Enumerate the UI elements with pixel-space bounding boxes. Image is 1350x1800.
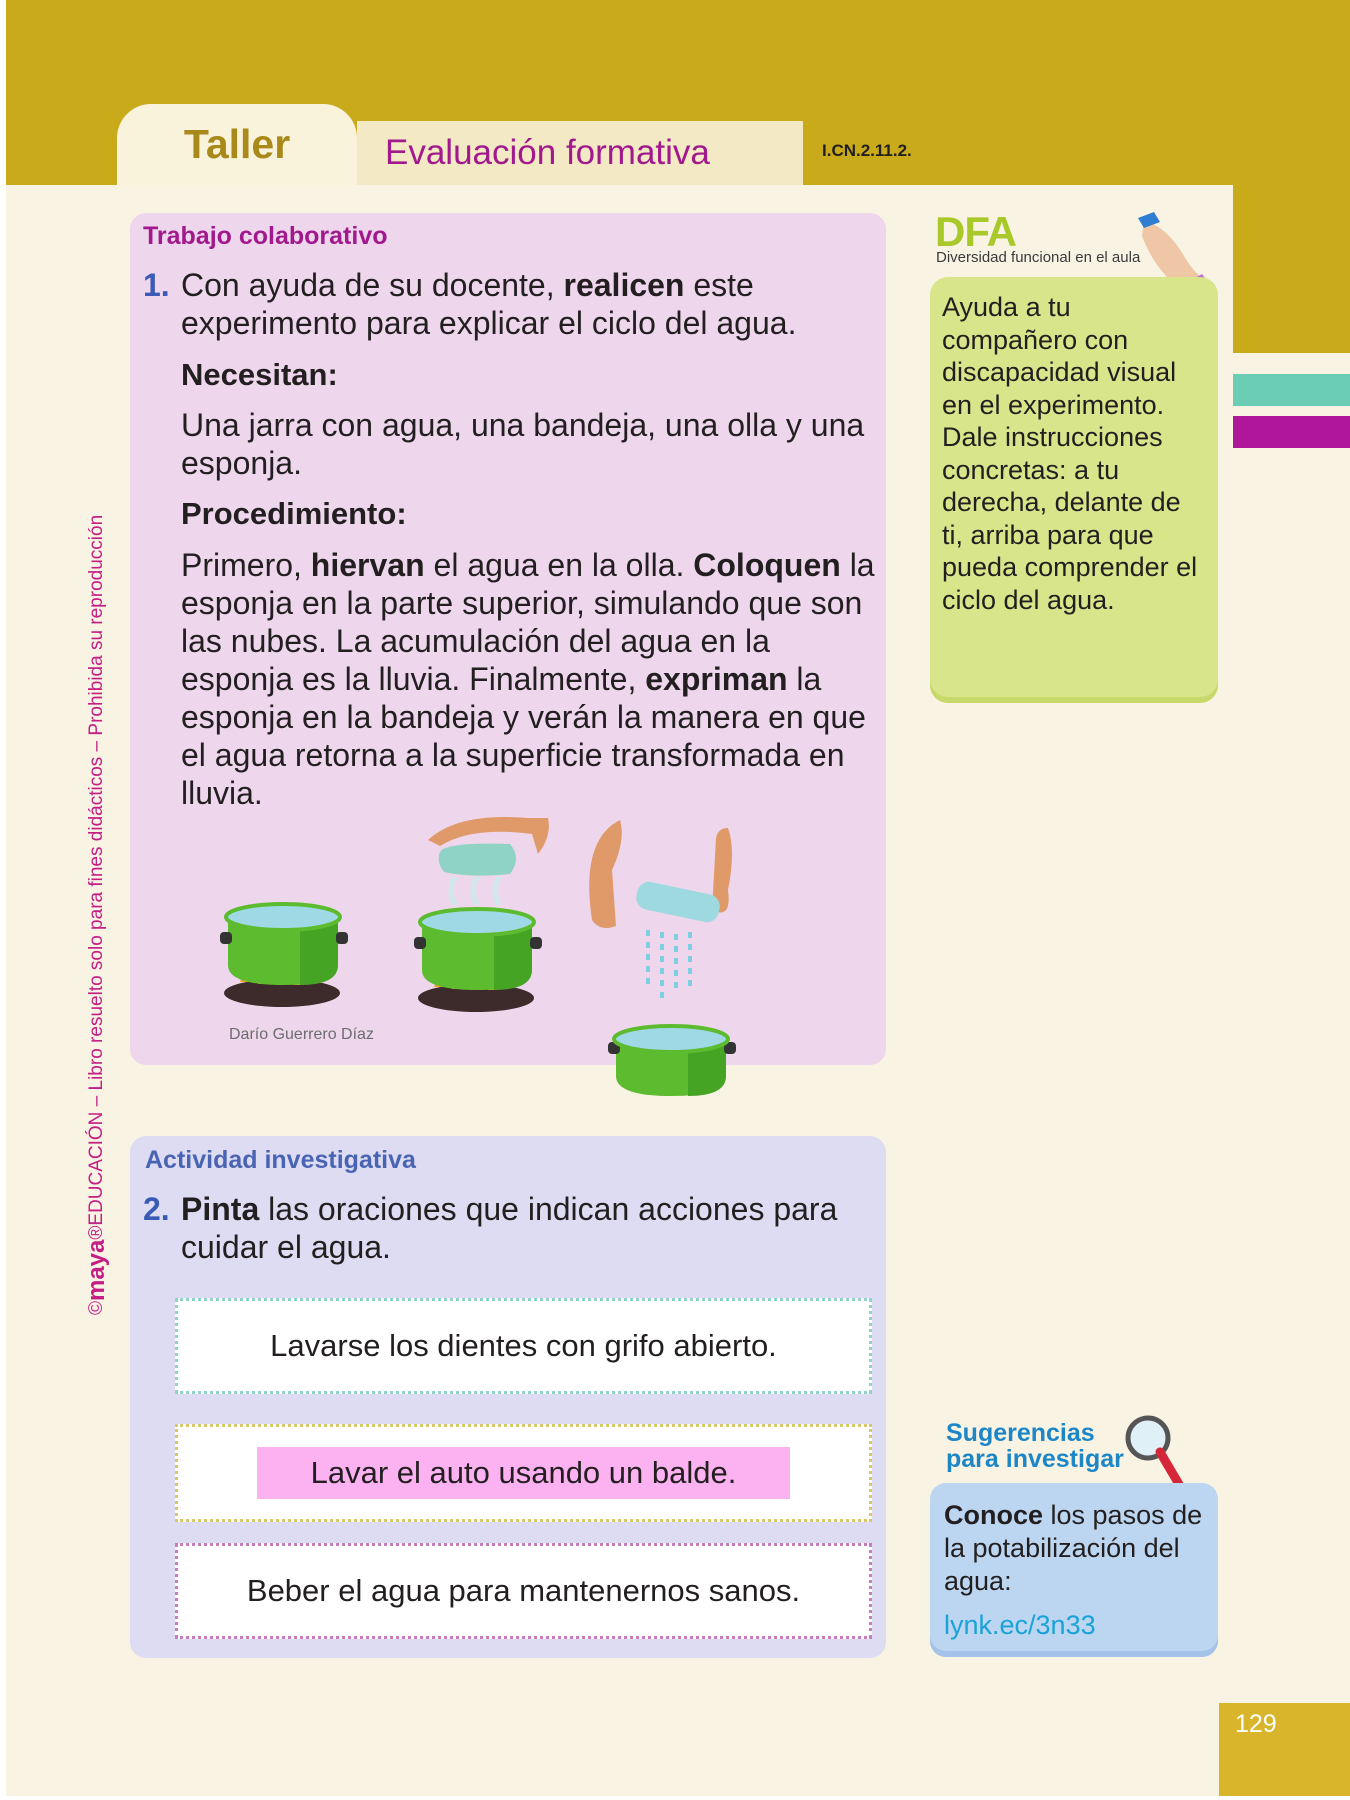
procedimiento-heading: Procedimiento:	[181, 496, 407, 531]
brand-maya: maya	[83, 1239, 110, 1301]
curriculum-code: I.CN.2.11.2.	[822, 141, 912, 160]
pot-with-water-icon	[608, 1026, 736, 1096]
sugerencias-text: Conoce los pasos de la potabilización del agua:	[944, 1500, 1203, 1596]
investigativa-label: Actividad investigativa	[145, 1146, 416, 1174]
dfa-text: Ayuda a tu compañero con discapacidad visual en el experimento. Dale instrucciones concretas: a tu derecha, delante de ti, arriba para que pueda comprender el ciclo del agua.	[942, 292, 1198, 615]
question-1-text: Con ayuda de su docente, realicen este experimento para explicar el ciclo del agua.	[181, 267, 797, 341]
sugerencias-box	[930, 1483, 1218, 1657]
option-text-painted: Lavar el auto usando un balde.	[257, 1447, 791, 1499]
copyright-symbol: ©	[86, 1301, 107, 1315]
sugerencias-title: Sugerencias para investigar	[946, 1419, 1124, 1473]
teal-stripe	[1233, 374, 1350, 406]
copyright-text: ®EDUCACIÓN – Libro resuelto solo para fines didácticos – Prohibida su reproducción	[86, 514, 107, 1240]
question-2	[143, 1190, 873, 1266]
illustration-credit: Darío Guerrero Díaz	[229, 1026, 374, 1043]
option-card[interactable]	[175, 1543, 872, 1639]
page-number: 129	[1235, 1710, 1277, 1738]
procedimiento-text: Primero, hiervan el agua en la olla. Coloquen la esponja en la parte superior, simulando que son las nubes. La acumulación del agua en la esponja es la lluvia. Finalmente, expriman la esponja en la bandeja y verán la manera en que el agua retorna a la superficie transformada en lluvia.	[181, 547, 875, 811]
pot-with-sponge-icon	[414, 817, 549, 1012]
tab-evaluacion-formativa: Evaluación formativa	[357, 121, 803, 185]
option-text: Lavarse los dientes con grifo abierto.	[270, 1328, 777, 1363]
right-margin-band	[1233, 0, 1350, 353]
option-text: Beber el agua para mantenernos sanos.	[246, 1573, 801, 1608]
question-number: 1.	[143, 267, 170, 303]
pot-on-stove-icon	[220, 904, 348, 1007]
dfa-box	[930, 277, 1218, 703]
sugerencias-link[interactable]: lynk.ec/3n33	[944, 1610, 1096, 1640]
dfa-subtitle: Diversidad funcional en el aula	[936, 249, 1141, 266]
necesitan-text: Una jarra con agua, una bandeja, una olla y una esponja.	[181, 407, 865, 481]
magenta-stripe	[1233, 416, 1350, 448]
option-card[interactable]	[175, 1424, 872, 1522]
left-edge	[0, 0, 6, 1800]
question-1	[143, 266, 883, 342]
tab-taller: Taller	[117, 104, 357, 185]
bottom-edge	[0, 1796, 1350, 1800]
colaborativo-label: Trabajo colaborativo	[143, 222, 388, 250]
option-card[interactable]	[175, 1298, 872, 1394]
copyright-vertical	[77, 455, 117, 1315]
necesitan-heading: Necesitan:	[181, 357, 338, 392]
dfa-title: DFA	[935, 208, 1016, 255]
water-cycle-illustration	[200, 810, 760, 1100]
squeezing-hands-icon	[589, 820, 732, 1002]
question-number: 2.	[143, 1191, 170, 1227]
magnifier-icon	[1122, 1412, 1188, 1494]
question-2-text: Pinta las oraciones que indican acciones para cuidar el agua.	[181, 1191, 838, 1265]
